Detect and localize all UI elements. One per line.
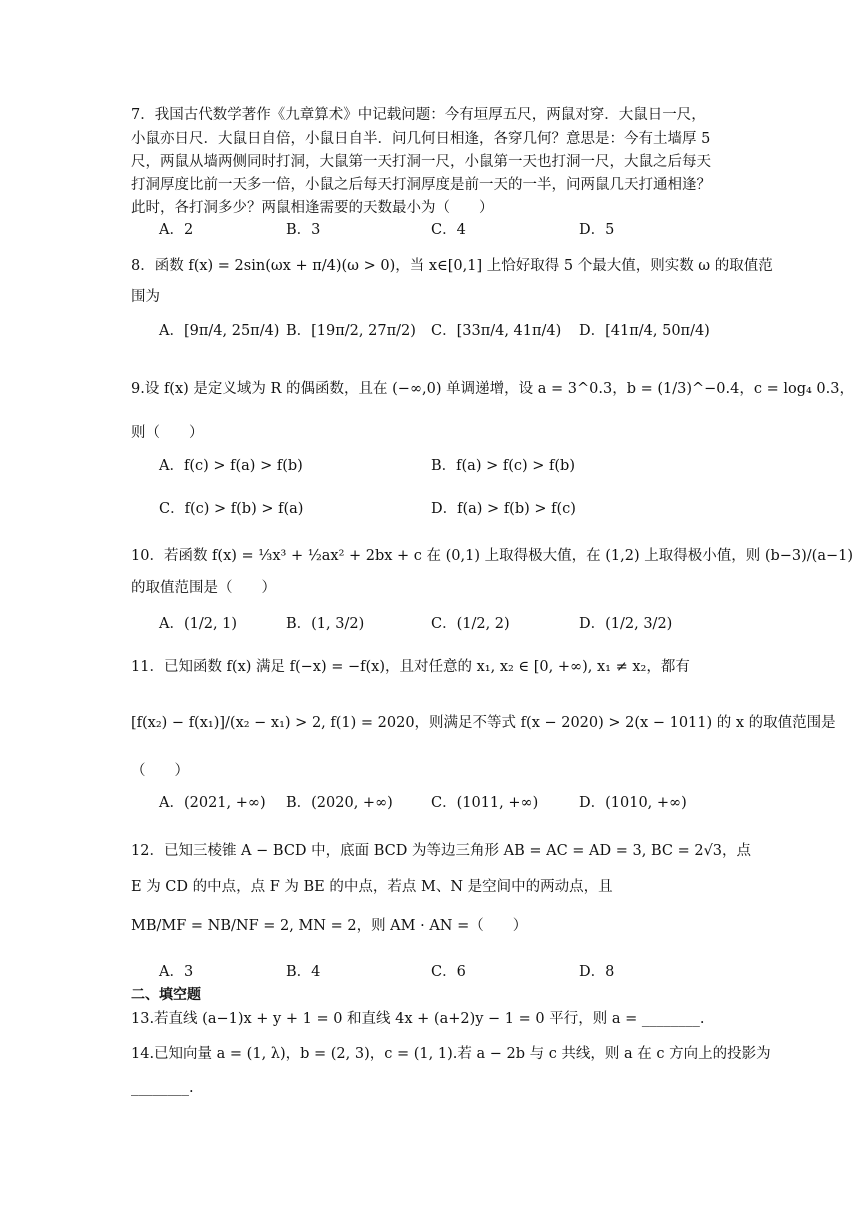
q10-line-2: 的取值范围是（ ） bbox=[131, 580, 276, 596]
q9-option-a: A．f(c) > f(a) > f(b) bbox=[159, 458, 303, 474]
q12-option-b: B．4 bbox=[286, 964, 321, 980]
q7-line-5: 此时，各打洞多少？两鼠相逢需要的天数最小为（ ） bbox=[131, 200, 494, 216]
q9-line-2: 则（ ） bbox=[131, 425, 204, 441]
q7-option-b: B．3 bbox=[286, 222, 321, 238]
q10-line-1: 10．若函数 f(x) = ⅓x³ + ½ax² + 2bx + c 在 (0,1) 上取得极大值，在 (1,2) 上取得极小值，则 (b−3)/(a−1) bbox=[131, 548, 854, 564]
q14-line-2: ________. bbox=[131, 1080, 194, 1096]
q10-option-c: C．(1/2, 2) bbox=[431, 616, 510, 632]
q8-option-c: C．[33π/4, 41π/4) bbox=[431, 323, 562, 339]
q10-option-a: A．(1/2, 1) bbox=[159, 616, 238, 632]
q13-line: 13.若直线 (a−1)x + y + 1 = 0 和直线 4x + (a+2)y − 1 = 0 平行，则 a = ________. bbox=[131, 1011, 705, 1027]
q7-option-c: C．4 bbox=[431, 222, 466, 238]
q12-option-a: A．3 bbox=[159, 964, 194, 980]
q9-option-b: B．f(a) > f(c) > f(b) bbox=[431, 458, 575, 474]
q11-line-1: 11．已知函数 f(x) 满足 f(−x) = −f(x)，且对任意的 x₁, x₂ ∈ [0, +∞), x₁ ≠ x₂，都有 bbox=[131, 659, 690, 675]
q8-option-b: B．[19π/2, 27π/2) bbox=[286, 323, 416, 339]
q7-line-4: 打洞厚度比前一天多一倍，小鼠之后每天打洞厚度是前一天的一半，问两鼠几天打通相逢？ bbox=[131, 177, 711, 193]
q11-line-2: [f(x₂) − f(x₁)]/(x₂ − x₁) > 2, f(1) = 2020，则满足不等式 f(x − 2020) > 2(x − 1011) 的 x 的取值范围是 bbox=[131, 715, 836, 731]
q12-line-3: MB/MF = NB/NF = 2, MN = 2，则 AM · AN =（ ） bbox=[131, 918, 528, 934]
q11-line-3: （ ） bbox=[131, 763, 189, 779]
q7-option-d: D．5 bbox=[579, 222, 615, 238]
q9-line-1: 9.设 f(x) 是定义域为 R 的偶函数，且在 (−∞,0) 单调递增，设 a = 3^0.3，b = (1/3)^−0.4，c = log₄ 0.3， bbox=[131, 381, 854, 397]
q12-line-1: 12．已知三棱锥 A − BCD 中，底面 BCD 为等边三角形 AB = AC = AD = 3, BC = 2√3，点 bbox=[131, 843, 752, 859]
q8-line-2: 围为 bbox=[131, 289, 160, 305]
q10-option-d: D．(1/2, 3/2) bbox=[579, 616, 673, 632]
q11-option-b: B．(2020, +∞) bbox=[286, 795, 393, 811]
q9-option-d: D．f(a) > f(b) > f(c) bbox=[431, 501, 576, 517]
q10-option-b: B．(1, 3/2) bbox=[286, 616, 365, 632]
q7-line-1: 7．我国古代数学著作《九章算术》中记载问题：今有垣厚五尺，两鼠对穿．大鼠日一尺， bbox=[131, 107, 706, 123]
q7-option-a: A．2 bbox=[159, 222, 194, 238]
q14-line-1: 14.已知向量 a = (1, λ)，b = (2, 3)，c = (1, 1).若 a − 2b 与 c 共线，则 a 在 c 方向上的投影为 bbox=[131, 1046, 771, 1062]
q11-option-c: C．(1011, +∞) bbox=[431, 795, 539, 811]
q12-line-2: E 为 CD 的中点，点 F 为 BE 的中点，若点 M、N 是空间中的两动点，且 bbox=[131, 879, 613, 895]
q7-line-3: 尺，两鼠从墙两侧同时打洞，大鼠第一天打洞一尺，小鼠第一天也打洞一尺，大鼠之后每天 bbox=[131, 154, 711, 170]
q12-option-d: D．8 bbox=[579, 964, 615, 980]
q8-line-1: 8．函数 f(x) = 2sin(ωx + π/4)(ω > 0)，当 x∈[0,1] 上恰好取得 5 个最大值，则实数 ω 的取值范 bbox=[131, 258, 773, 274]
section-heading: 二、填空题 bbox=[131, 986, 201, 1002]
q9-option-c: C．f(c) > f(b) > f(a) bbox=[159, 501, 304, 517]
q11-option-d: D．(1010, +∞) bbox=[579, 795, 687, 811]
q11-option-a: A．(2021, +∞) bbox=[159, 795, 266, 811]
q8-option-d: D．[41π/4, 50π/4) bbox=[579, 323, 710, 339]
q7-line-2: 小鼠亦日尺．大鼠日自倍，小鼠日自半．问几何日相逢，各穿几何？意思是：今有土墙厚 5 bbox=[131, 131, 711, 147]
q12-option-c: C．6 bbox=[431, 964, 466, 980]
q8-option-a: A．[9π/4, 25π/4) bbox=[159, 323, 280, 339]
